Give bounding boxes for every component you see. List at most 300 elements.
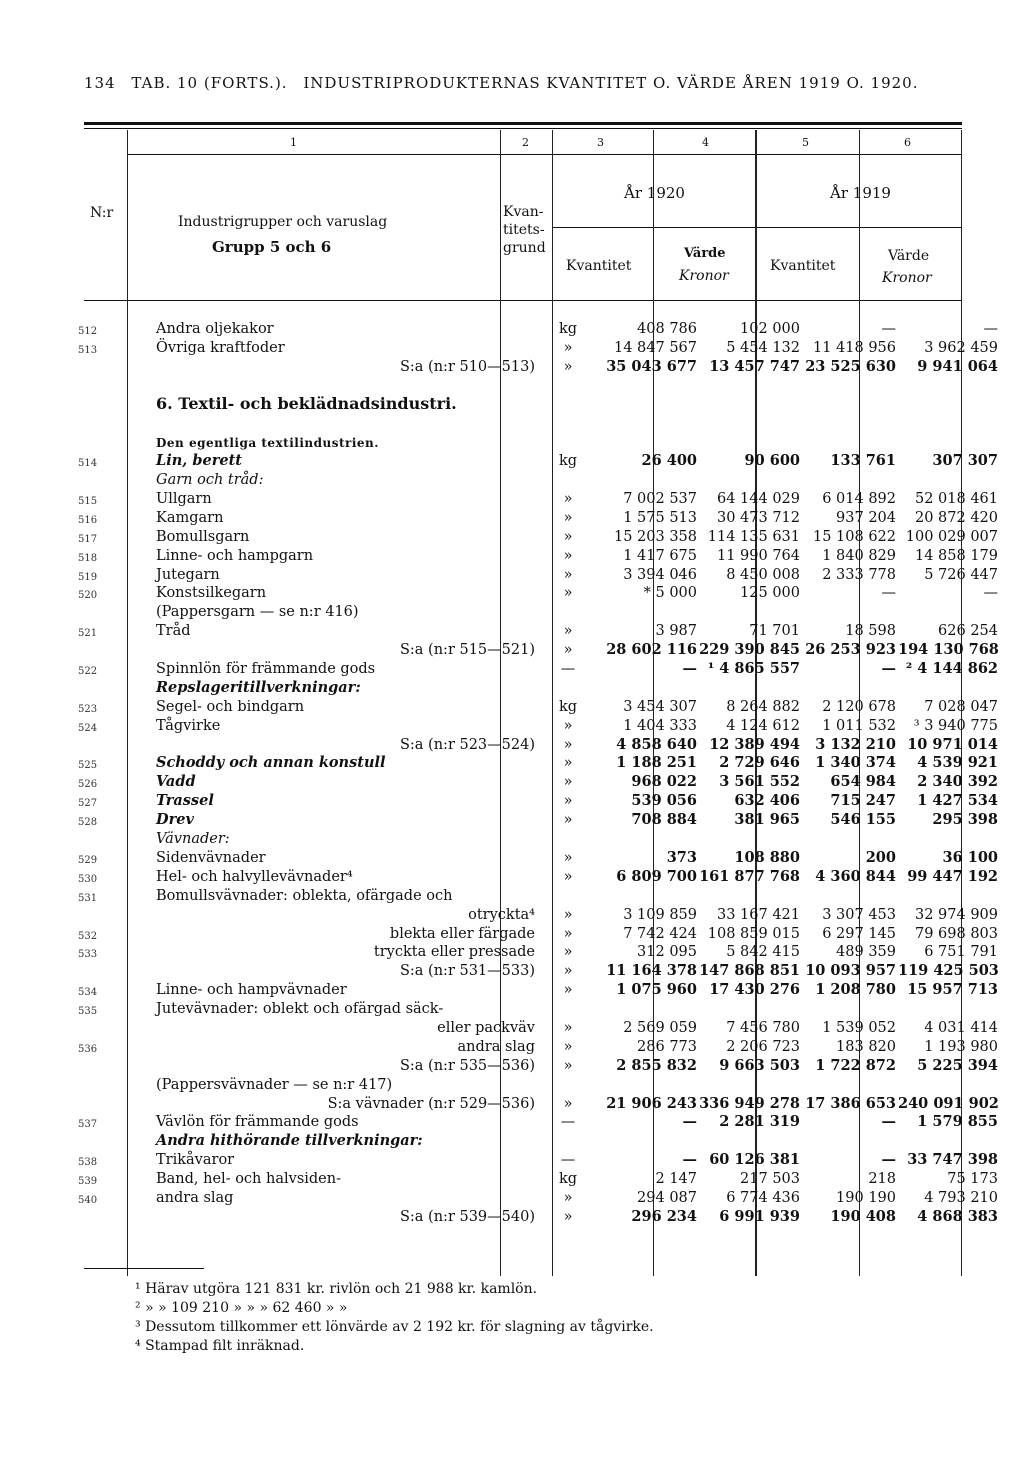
row-description: Vadd — [156, 773, 196, 791]
row-description: Övriga kraftfoder — [156, 339, 285, 356]
row-value-1920: 632 406 — [734, 792, 800, 810]
footnote-4: ⁴ Stampad filt inräknad. — [135, 1338, 305, 1354]
row-quantity-1919 — [802, 394, 898, 413]
row-value-1920 — [699, 885, 802, 904]
row-number: 536 — [78, 1043, 98, 1055]
row-value-1919: 295 398 — [932, 811, 998, 829]
row-quantity-1919: 6 297 145 — [822, 925, 896, 942]
table-row — [78, 564, 1000, 583]
row-value-1919 — [898, 375, 1000, 394]
data-table — [78, 318, 1000, 1225]
row-value-1919: 4 868 383 — [917, 1207, 998, 1225]
row-description: andra slag — [457, 1038, 535, 1055]
row-value-1920: 8 264 882 — [726, 698, 800, 715]
row-description: Lin, berett — [156, 452, 242, 470]
row-number — [78, 413, 120, 432]
table-row — [78, 753, 1000, 772]
row-value-1920: 5 842 415 — [726, 944, 800, 961]
row-unit: » — [563, 736, 573, 753]
row-unit: kg — [558, 1171, 578, 1188]
col-num-4: 4 — [702, 136, 709, 149]
row-unit: » — [563, 642, 573, 659]
row-value-1919: 194 130 768 — [898, 641, 999, 659]
row-quantity-1920: 286 773 — [637, 1038, 697, 1055]
row-description: Andra hithörande tillverkningar: — [156, 1132, 423, 1150]
row-quantity-1919 — [802, 677, 898, 696]
row-unit: » — [563, 944, 573, 961]
row-description: Garn och tråd: — [156, 472, 264, 489]
row-quantity-1920: 1 404 333 — [623, 717, 697, 734]
table-row — [78, 413, 1000, 432]
row-number — [78, 469, 120, 488]
row-quantity-1919: 2 120 678 — [822, 698, 896, 715]
row-value-1919: ³ 3 940 775 — [913, 717, 998, 734]
row-unit: » — [563, 509, 573, 526]
table-row — [78, 1149, 1000, 1168]
row-quantity-1919: 10 093 957 — [805, 962, 896, 980]
row-value-1920: 6 991 939 — [719, 1207, 800, 1225]
row-value-1919: 52 018 461 — [914, 491, 998, 508]
table-row — [78, 356, 1000, 375]
row-value-1920 — [699, 375, 802, 394]
table-row — [78, 601, 1000, 620]
table-row — [78, 431, 1000, 450]
row-unit: kg — [558, 698, 578, 715]
row-unit: » — [563, 1019, 573, 1036]
row-quantity-1919 — [802, 469, 898, 488]
row-number — [78, 394, 120, 413]
row-value-1919 — [898, 998, 1000, 1017]
row-quantity-1919 — [802, 1130, 898, 1149]
row-quantity-1919: 23 525 630 — [805, 357, 896, 375]
grupp-header: Grupp 5 och 6 — [212, 238, 332, 256]
row-value-1919: 100 029 007 — [905, 528, 998, 545]
row-quantity-1920 — [597, 431, 699, 450]
row-description: S:a (n:r 510—513) — [399, 358, 535, 375]
row-quantity-1919: 4 360 844 — [815, 867, 896, 885]
row-number: 514 — [78, 458, 98, 470]
row-quantity-1920 — [597, 601, 699, 620]
row-value-1919: 75 173 — [947, 1171, 998, 1188]
row-quantity-1919 — [802, 601, 898, 620]
row-unit: » — [563, 547, 573, 564]
row-unit: » — [563, 849, 573, 866]
row-quantity-1920: 294 087 — [637, 1189, 697, 1206]
row-quantity-1919: 183 820 — [836, 1038, 896, 1055]
table-row — [78, 998, 1000, 1017]
row-quantity-1919: 489 359 — [836, 944, 896, 961]
row-quantity-1919 — [802, 1074, 898, 1093]
row-description: Drev — [156, 811, 194, 829]
row-unit: » — [563, 1038, 573, 1055]
row-quantity-1920: 312 095 — [637, 944, 697, 961]
row-value-1919: 36 100 — [942, 848, 998, 866]
kvan-header-3: grund — [503, 240, 546, 256]
row-description: Linne- och hampgarn — [156, 547, 314, 564]
row-value-1919: 4 539 921 — [917, 754, 998, 772]
row-value-1919: — — [983, 585, 998, 602]
row-quantity-1920: 11 164 378 — [606, 962, 697, 980]
row-number: 523 — [78, 703, 98, 715]
row-quantity-1919 — [802, 375, 898, 394]
row-value-1919 — [898, 1130, 1000, 1149]
row-unit: » — [563, 528, 573, 545]
row-number — [78, 960, 120, 979]
row-value-1920 — [699, 431, 802, 450]
row-number: 521 — [78, 628, 98, 640]
row-quantity-1919: 133 761 — [830, 452, 896, 470]
row-value-1920: 217 503 — [740, 1171, 800, 1188]
row-unit: » — [563, 963, 573, 980]
row-quantity-1920 — [597, 885, 699, 904]
row-quantity-1919: 26 253 923 — [805, 641, 896, 659]
row-number — [78, 431, 120, 450]
row-unit: » — [563, 585, 573, 602]
row-number: 512 — [78, 325, 98, 337]
row-unit — [539, 998, 597, 1017]
page-number: 134 — [84, 74, 116, 92]
row-number: 540 — [78, 1194, 98, 1206]
row-quantity-1920: 2 855 832 — [616, 1056, 697, 1074]
row-quantity-1920: 21 906 243 — [606, 1094, 697, 1112]
table-row — [78, 904, 1000, 923]
row-number — [78, 1093, 120, 1112]
row-quantity-1919: 2 333 778 — [822, 566, 896, 583]
row-unit: » — [563, 812, 573, 829]
row-value-1920: 12 389 494 — [709, 735, 800, 753]
row-quantity-1920: 7 742 424 — [623, 925, 697, 942]
kronor-1919-header: Kronor — [882, 270, 932, 286]
row-quantity-1920: 1 575 513 — [623, 509, 697, 526]
row-value-1919: 626 254 — [938, 623, 998, 640]
row-value-1920: 30 473 712 — [716, 509, 800, 526]
row-description: Den egentliga textilindustrien. — [156, 436, 379, 451]
table-row — [78, 828, 1000, 847]
row-number — [78, 904, 120, 923]
table-row — [78, 620, 1000, 639]
row-unit: — — [560, 1114, 576, 1131]
row-quantity-1920: * 5 000 — [643, 585, 697, 602]
row-number: 519 — [78, 571, 98, 583]
row-quantity-1919: 190 408 — [830, 1207, 896, 1225]
row-value-1920: 60 126 381 — [709, 1151, 800, 1169]
row-quantity-1920 — [597, 828, 699, 847]
row-number — [78, 1017, 120, 1036]
row-unit — [539, 431, 597, 450]
row-quantity-1919: 3 307 453 — [822, 906, 896, 923]
row-quantity-1920: 968 022 — [631, 773, 697, 791]
row-unit — [539, 1074, 597, 1093]
row-value-1919: 5 726 447 — [924, 566, 998, 583]
footnote-2: ² » » 109 210 » » » 62 460 » » — [135, 1300, 348, 1316]
row-number: 525 — [78, 760, 98, 772]
row-value-1920 — [699, 413, 802, 432]
row-unit: » — [563, 906, 573, 923]
row-quantity-1920: 3 454 307 — [623, 698, 697, 715]
row-unit: » — [563, 1095, 573, 1112]
row-quantity-1920: 7 002 537 — [623, 491, 697, 508]
col-num-5: 5 — [802, 136, 809, 149]
row-value-1919 — [898, 885, 1000, 904]
row-quantity-1919: 3 132 210 — [815, 735, 896, 753]
row-quantity-1920: 15 203 358 — [613, 528, 697, 545]
row-unit: » — [563, 717, 573, 734]
row-description: Jutegarn — [156, 566, 220, 583]
row-unit: kg — [558, 320, 578, 337]
row-value-1919: 1 193 980 — [924, 1038, 998, 1055]
row-number — [78, 1055, 120, 1074]
row-description: Kamgarn — [156, 509, 224, 526]
year-rule — [552, 227, 962, 228]
table-row — [78, 809, 1000, 828]
row-description: S:a (n:r 523—524) — [399, 736, 535, 753]
row-value-1919 — [898, 828, 1000, 847]
row-number: 518 — [78, 552, 98, 564]
row-quantity-1919: 1 722 872 — [815, 1056, 896, 1074]
row-number: 538 — [78, 1157, 98, 1169]
row-quantity-1920: 3 109 859 — [623, 906, 697, 923]
row-unit: kg — [558, 453, 578, 470]
table-row — [78, 658, 1000, 677]
row-unit: » — [563, 925, 573, 942]
row-number: 530 — [78, 873, 98, 885]
row-value-1919: ² 4 144 862 — [905, 660, 998, 678]
row-quantity-1920: 1 075 960 — [616, 981, 697, 999]
row-value-1920: 7 456 780 — [726, 1019, 800, 1036]
table-row — [78, 715, 1000, 734]
table-row — [78, 394, 1000, 413]
row-value-1919: 20 872 420 — [914, 509, 998, 526]
row-number: 532 — [78, 930, 98, 942]
column-number-rule — [128, 154, 962, 155]
row-value-1920 — [699, 1130, 802, 1149]
table-row — [78, 942, 1000, 961]
table-row — [78, 1036, 1000, 1055]
row-quantity-1919: 17 386 653 — [805, 1094, 896, 1112]
row-quantity-1919: 1 208 780 — [815, 981, 896, 999]
row-quantity-1920: 35 043 677 — [606, 357, 697, 375]
row-quantity-1919: — — [881, 1113, 896, 1131]
row-quantity-1920: 373 — [666, 848, 697, 866]
row-quantity-1920: 4 858 640 — [616, 735, 697, 753]
row-description: S:a vävnader (n:r 529—536) — [327, 1095, 535, 1112]
row-quantity-1920: 28 602 116 — [606, 641, 697, 659]
table-row — [78, 488, 1000, 507]
row-description: Trikåvaror — [156, 1152, 235, 1169]
row-unit: — — [560, 1152, 576, 1169]
row-value-1920: 90 600 — [744, 452, 800, 470]
row-quantity-1920 — [597, 394, 699, 413]
row-value-1919: 33 747 398 — [907, 1151, 998, 1169]
row-number: 527 — [78, 798, 98, 810]
kvan-header-1: Kvan- — [503, 204, 544, 220]
row-value-1920: 114 135 631 — [707, 528, 800, 545]
row-unit: » — [563, 339, 573, 356]
row-number — [78, 1074, 120, 1093]
row-value-1920: 13 457 747 — [709, 357, 800, 375]
row-value-1920 — [699, 1074, 802, 1093]
row-quantity-1919: 200 — [865, 848, 896, 866]
row-quantity-1919: 218 — [868, 1171, 896, 1188]
row-value-1919: 32 974 909 — [914, 906, 998, 923]
row-quantity-1919: 937 204 — [836, 509, 896, 526]
row-quantity-1920: 2 569 059 — [623, 1019, 697, 1036]
row-description: (Pappersvävnader — se n:r 417) — [156, 1076, 393, 1093]
row-number — [78, 677, 120, 696]
table-row — [78, 771, 1000, 790]
row-value-1919: — — [983, 320, 998, 337]
table-row — [78, 847, 1000, 866]
row-unit: » — [563, 755, 573, 772]
row-description: blekta eller färgade — [389, 925, 535, 942]
row-value-1920 — [699, 828, 802, 847]
row-unit — [539, 885, 597, 904]
footnote-1: ¹ Härav utgöra 121 831 kr. rivlön och 21 988 kr. kamlön. — [135, 1281, 538, 1297]
row-value-1920: 147 868 851 — [699, 962, 800, 980]
row-description: Trassel — [156, 792, 214, 810]
row-quantity-1919: 1 840 829 — [822, 547, 896, 564]
row-quantity-1919 — [802, 431, 898, 450]
row-value-1919: 14 858 179 — [914, 547, 998, 564]
table-row — [78, 1206, 1000, 1225]
row-value-1919: 4 793 210 — [924, 1189, 998, 1206]
row-unit — [539, 1130, 597, 1149]
row-value-1920: 3 561 552 — [719, 773, 800, 791]
row-description: S:a (n:r 515—521) — [399, 642, 535, 659]
row-value-1920 — [699, 394, 802, 413]
row-description: Bomullsgarn — [156, 528, 250, 545]
row-quantity-1920: 1 188 251 — [616, 754, 697, 772]
table-row — [78, 1187, 1000, 1206]
row-quantity-1919 — [802, 885, 898, 904]
row-unit: » — [563, 793, 573, 810]
row-description: Vävlön för främmande gods — [156, 1114, 359, 1131]
col-num-3: 3 — [597, 136, 604, 149]
row-quantity-1920: 1 417 675 — [623, 547, 697, 564]
row-description: 6. Textil- och beklädnadsindustri. — [156, 393, 457, 413]
row-value-1919: 99 447 192 — [907, 867, 998, 885]
table-row — [78, 469, 1000, 488]
row-description: Spinnlön för främmande gods — [156, 661, 376, 678]
row-quantity-1919: 546 155 — [830, 811, 896, 829]
row-value-1920 — [699, 677, 802, 696]
table-row — [78, 318, 1000, 337]
row-description: otryckta⁴ — [468, 906, 535, 923]
row-description: (Pappersgarn — se n:r 416) — [156, 604, 359, 621]
row-value-1919: 7 028 047 — [924, 698, 998, 715]
row-unit — [539, 413, 597, 432]
row-quantity-1919 — [802, 413, 898, 432]
row-unit: » — [563, 566, 573, 583]
table-row — [78, 1074, 1000, 1093]
table-row — [78, 337, 1000, 356]
row-quantity-1920: 539 056 — [631, 792, 697, 810]
table-label: TAB. 10 (FORTS.). — [131, 74, 288, 92]
row-description: Jutevävnader: oblekt och ofärgad säck- — [156, 1001, 444, 1018]
row-value-1920: 2 729 646 — [719, 754, 800, 772]
row-number: 524 — [78, 722, 98, 734]
row-description — [120, 413, 539, 432]
row-quantity-1920 — [597, 998, 699, 1017]
row-quantity-1919: 6 014 892 — [822, 491, 896, 508]
row-value-1920: 6 774 436 — [726, 1189, 800, 1206]
row-value-1920: 161 877 768 — [699, 867, 800, 885]
row-value-1920: 336 949 278 — [699, 1094, 800, 1112]
row-unit — [539, 677, 597, 696]
row-number — [78, 375, 120, 394]
row-value-1920: 125 000 — [740, 585, 800, 602]
row-quantity-1919: 1 340 374 — [815, 754, 896, 772]
row-unit: » — [563, 1057, 573, 1074]
row-number — [78, 734, 120, 753]
row-quantity-1920: 708 884 — [631, 811, 697, 829]
row-description: Sidenvävnader — [156, 849, 266, 866]
row-number: 516 — [78, 514, 98, 526]
row-value-1920: 33 167 421 — [716, 906, 800, 923]
row-quantity-1920 — [597, 1130, 699, 1149]
row-quantity-1920: — — [682, 1113, 697, 1131]
row-number: 539 — [78, 1176, 98, 1188]
row-quantity-1920: — — [682, 660, 697, 678]
row-number: 535 — [78, 1006, 98, 1018]
row-value-1920: 4 124 612 — [726, 717, 800, 734]
footnotes — [135, 1280, 654, 1356]
row-quantity-1919 — [802, 828, 898, 847]
table-row — [78, 1093, 1000, 1112]
row-value-1919: 1 579 855 — [917, 1113, 998, 1131]
row-value-1920: ¹ 4 865 557 — [707, 660, 800, 678]
row-value-1919: 6 751 791 — [924, 944, 998, 961]
row-description: Tråd — [156, 623, 191, 640]
row-quantity-1919: 1 539 052 — [822, 1019, 896, 1036]
table-row — [78, 1168, 1000, 1187]
table-row — [78, 885, 1000, 904]
row-value-1920: 102 000 — [740, 320, 800, 337]
row-description: andra slag — [156, 1189, 234, 1206]
row-value-1920 — [699, 469, 802, 488]
row-value-1920: 9 663 503 — [719, 1056, 800, 1074]
row-number — [78, 828, 120, 847]
row-description: Tågvirke — [156, 717, 221, 734]
kvantitet-1920-header: Kvantitet — [566, 258, 632, 274]
row-quantity-1919: — — [881, 660, 896, 678]
row-unit: » — [563, 358, 573, 375]
row-value-1920: 2 281 319 — [719, 1113, 800, 1131]
row-value-1920 — [699, 998, 802, 1017]
row-quantity-1920: 26 400 — [641, 452, 697, 470]
nr-header: N:r — [90, 205, 114, 221]
row-value-1920: 11 990 764 — [716, 547, 800, 564]
row-number: 522 — [78, 666, 98, 678]
row-unit — [539, 469, 597, 488]
row-quantity-1919: 11 418 956 — [812, 339, 896, 356]
row-value-1920: 229 390 845 — [699, 641, 800, 659]
kvan-header-2: titets- — [503, 222, 545, 238]
row-description: S:a (n:r 535—536) — [399, 1057, 535, 1074]
row-number: 537 — [78, 1119, 98, 1131]
col-num-1: 1 — [290, 136, 297, 149]
kronor-1920-header: Kronor — [679, 268, 729, 284]
row-number: 517 — [78, 533, 98, 545]
row-number: 533 — [78, 949, 98, 961]
row-value-1919: 9 941 064 — [917, 357, 998, 375]
table-row — [78, 375, 1000, 394]
table-row — [78, 507, 1000, 526]
row-number — [78, 601, 120, 620]
table-row — [78, 1112, 1000, 1131]
row-value-1920: 8 450 008 — [726, 566, 800, 583]
table-row — [78, 1017, 1000, 1036]
